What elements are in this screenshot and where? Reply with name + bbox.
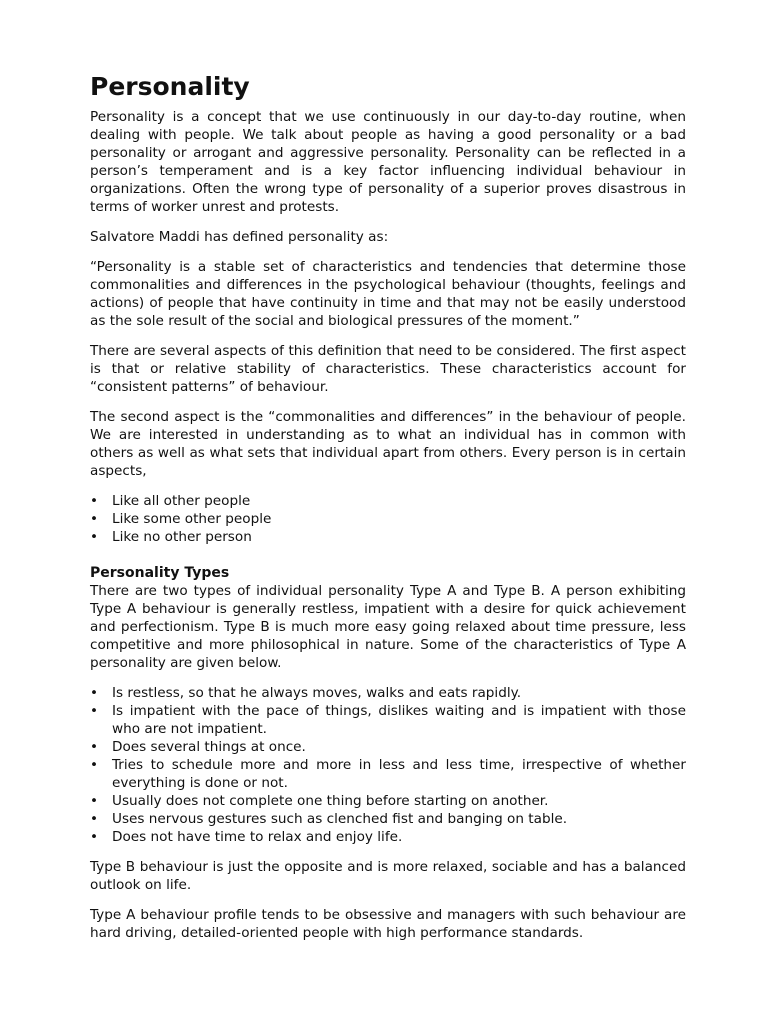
- aspects-paragraph: There are several aspects of this definition that need to be considered. The first aspect is that or relative stability of characteristics. These characteristics account for “consistent patterns” of behaviour.: [90, 343, 686, 395]
- list-item: [90, 702, 686, 738]
- definition-intro-paragraph: Salvatore Maddi has defined personality as:: [90, 229, 389, 245]
- list-item-text: Is restless, so that he always moves, walks and eats rapidly.: [112, 685, 522, 701]
- type-a-profile-paragraph: Type A behaviour profile tends to be obsessive and managers with such behaviour are hard driving, detailed-oriented people with high performance standards.: [90, 907, 686, 941]
- aspects-list: [90, 492, 686, 546]
- bullet-icon: •: [90, 757, 99, 773]
- list-item: [90, 684, 686, 702]
- bullet-icon: •: [90, 811, 99, 827]
- bullet-icon: •: [90, 739, 99, 755]
- list-item: [90, 738, 686, 756]
- bullet-icon: •: [90, 493, 99, 509]
- second-aspect-paragraph: The second aspect is the “commonalities and differences” in the behaviour of people. We are interested in understanding as to what an individual has in common with others as well as what sets that individual apart from others. Every person is in certain aspects,: [90, 409, 686, 479]
- personality-types-paragraph: There are two types of individual personality Type A and Type B. A person exhibiting Type A behaviour is generally restless, impatient with a desire for quick achievement and perfectionism. Type B is much more easy going relaxed about time pressure, less competitive and more philosophical in nature. Some of the characteristics of Type A personality are given below.: [90, 583, 686, 671]
- list-item: [90, 756, 686, 792]
- type-b-paragraph: Type B behaviour is just the opposite and is more relaxed, sociable and has a balanced outlook on life.: [90, 859, 686, 893]
- bullet-icon: •: [90, 829, 99, 845]
- list-item-text: Uses nervous gestures such as clenched fist and banging on table.: [112, 811, 568, 827]
- bullet-icon: •: [90, 511, 99, 527]
- type-a-characteristics-list: [90, 684, 686, 846]
- list-item: [90, 828, 686, 846]
- list-item: [90, 810, 686, 828]
- page-title: Personality: [90, 72, 250, 101]
- section-heading-personality-types: Personality Types: [90, 565, 230, 581]
- list-item-text: Does not have time to relax and enjoy life.: [112, 829, 403, 845]
- list-item: [90, 528, 686, 546]
- definition-quote-paragraph: “Personality is a stable set of characteristics and tendencies that determine those commonalities and differences in the psychological behaviour (thoughts, feelings and actions) of people that have continuity in time and that may not be easily understood as the sole result of the social and biological pressures of the moment.”: [90, 259, 686, 329]
- list-item-text: Tries to schedule more and more in less and less time, irrespective of whether everything is done or not.: [112, 757, 686, 791]
- list-item-text: Usually does not complete one thing before starting on another.: [112, 793, 549, 809]
- list-item-text: Like all other people: [112, 493, 251, 509]
- list-item-text: Like no other person: [112, 529, 252, 545]
- list-item-text: Like some other people: [112, 511, 272, 527]
- bullet-icon: •: [90, 529, 99, 545]
- bullet-icon: •: [90, 703, 99, 719]
- bullet-icon: •: [90, 793, 99, 809]
- list-item: [90, 492, 686, 510]
- list-item-text: Does several things at once.: [112, 739, 306, 755]
- list-item: [90, 510, 686, 528]
- intro-paragraph: Personality is a concept that we use continuously in our day-to-day routine, when dealing with people. We talk about people as having a good personality or a bad personality or arrogant and aggressive personality. Personality can be reflected in a person’s temperament and is a key factor influencing individual behaviour in organizations. Often the wrong type of personality of a superior proves disastrous in terms of worker unrest and protests.: [90, 109, 686, 215]
- bullet-icon: •: [90, 685, 99, 701]
- list-item-text: Is impatient with the pace of things, dislikes waiting and is impatient with those who are not impatient.: [112, 703, 686, 737]
- document-page: [90, 70, 686, 954]
- list-item: [90, 792, 686, 810]
